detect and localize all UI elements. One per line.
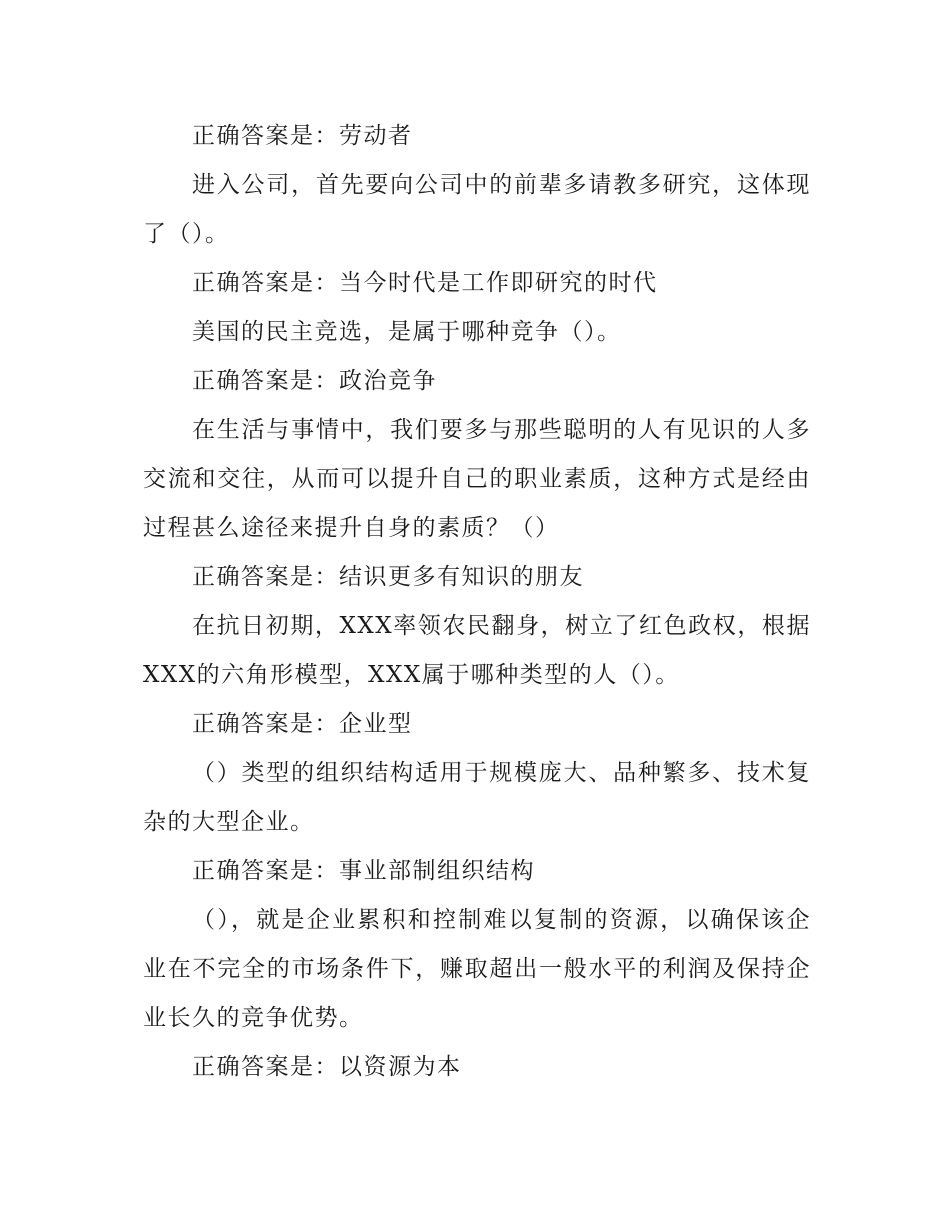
- answer-line: 正确答案是：劳动者: [192, 123, 413, 149]
- answer-line: 正确答案是：结识更多有知识的朋友: [192, 564, 584, 590]
- answer-line: 正确答案是：企业型: [192, 711, 413, 737]
- answer-line: 正确答案是：政治竞争: [192, 368, 437, 394]
- question-line: 进入公司，首先要向公司中的前辈多请教多研究，这体现了（）。: [143, 172, 811, 247]
- question-line: 在生活与事情中，我们要多与那些聪明的人有见识的人多交流和交往，从而可以提升自己的职业素质，这种方式是经由过程甚么途径来提升自身的素质？（）: [143, 417, 811, 541]
- document-body: [143, 112, 811, 1092]
- question-line: 美国的民主竞选，是属于哪种竞争（）。: [192, 319, 622, 345]
- answer-line: 正确答案是：事业部制组织结构: [192, 858, 535, 884]
- answer-line: 正确答案是：当今时代是工作即研究的时代: [192, 270, 658, 296]
- question-line: （）类型的组织结构适用于规模庞大、品种繁多、技术复杂的大型企业。: [143, 760, 811, 835]
- question-line: （），就是企业累积和控制难以复制的资源，以确保该企业在不完全的市场条件下，赚取超出一般水平的利润及保持企业长久的竞争优势。: [143, 907, 811, 1031]
- question-line: 在抗日初期，XXX率领农民翻身，树立了红色政权，根据XXX的六角形模型，XXX属于哪种类型的人（）。: [143, 613, 811, 688]
- answer-line: 正确答案是：以资源为本: [192, 1054, 462, 1080]
